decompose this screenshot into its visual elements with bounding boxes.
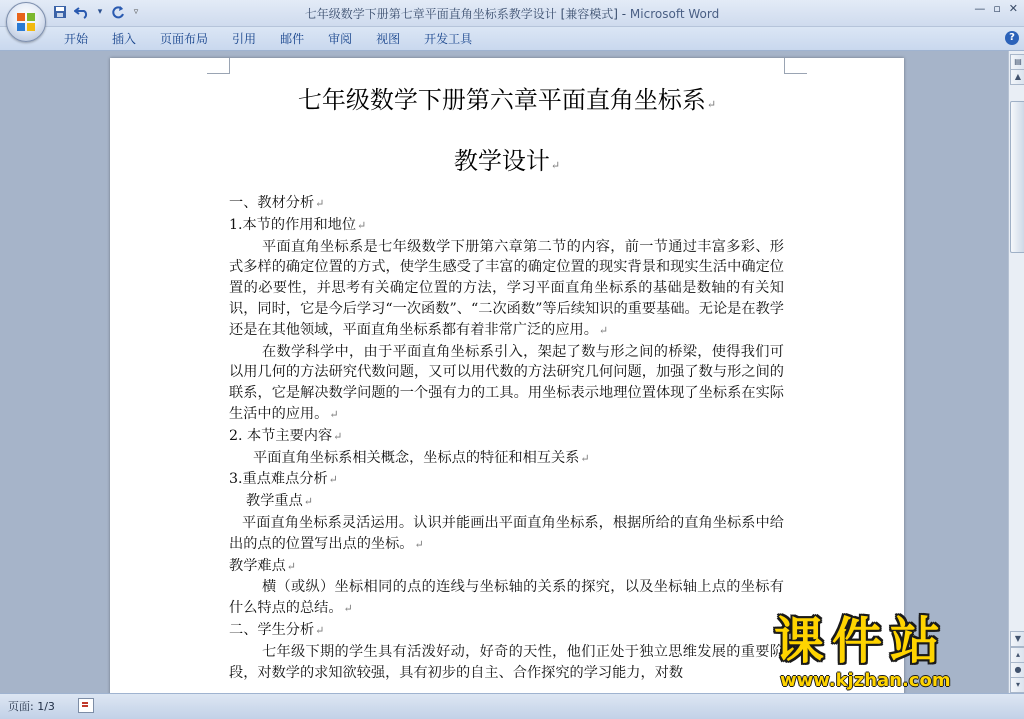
document-heading-line1 (110, 80, 904, 115)
browse-object-button[interactable]: ● (1010, 662, 1024, 678)
title-bar (0, 0, 1024, 27)
vertical-scrollbar[interactable] (1008, 51, 1024, 693)
tab-mailings[interactable]: 邮件 (280, 32, 305, 46)
watermark (770, 612, 1010, 692)
scroll-thumb[interactable] (1010, 101, 1024, 253)
watermark-logo-text: 课件站 (774, 612, 948, 670)
document-body (229, 193, 784, 683)
heading-text: 教学设计 (453, 147, 550, 175)
tab-references[interactable]: 引用 (232, 32, 257, 46)
tab-review[interactable]: 审阅 (328, 32, 353, 46)
subheading: 教学难点↵ (229, 557, 296, 574)
body-paragraph: 七年级下期的学生具有活泼好动，好奇的天性，他们正处于独立思维发展的重要阶段，对数学的求知欲较强，具有初步的自主、合作探究的学习能力，对数 (229, 643, 784, 681)
section-heading: 二、学生分析↵ (229, 621, 325, 638)
help-icon[interactable]: ? (1005, 31, 1019, 45)
ruler-toggle-icon[interactable]: ▤ (1010, 54, 1024, 70)
body-paragraph: 在数学科学中，由于平面直角坐标系引入，架起了数与形之间的桥梁，使得我们可以用几何的方法研究代数问题，又可以用代数的方法研究几何问题，加强了数与形之间的联系，它是解决数学问题的一个强有力的工具。用坐标表示地理位置体现了坐标系在实际生活中的应用。↵ (229, 343, 784, 422)
body-paragraph: 平面直角坐标系相关概念，坐标点的特征和相互关系↵ (253, 449, 590, 466)
page-count[interactable]: 页面: 1/3 (8, 700, 55, 713)
subsection-heading: 3.重点难点分析↵ (229, 471, 338, 488)
dropdown-icon[interactable]: ▾ (97, 7, 103, 17)
paragraph-mark: ↵ (706, 98, 717, 111)
body-paragraph: 平面直角坐标系灵活运用。认识并能画出平面直角坐标系，根据所给的直角坐标系中给出的点的位置写出点的坐标。↵ (229, 514, 784, 552)
tab-insert[interactable]: 插入 (112, 32, 137, 46)
status-bar (0, 693, 1024, 719)
previous-page-button[interactable]: ▴ (1010, 647, 1024, 663)
section-heading: 一、教材分析↵ (229, 195, 325, 211)
document-page[interactable] (110, 58, 904, 693)
app-name: Microsoft Word (629, 7, 720, 21)
paragraph-mark: ↵ (550, 159, 561, 172)
office-button[interactable] (6, 2, 46, 42)
watermark-url: www.kjzhan.com (780, 670, 951, 691)
document-title-text: 七年级数学下册第七章平面直角坐标系教学设计 [兼容模式] - (304, 7, 630, 21)
close-button[interactable]: ✕ (1008, 2, 1018, 15)
scroll-down-button[interactable]: ▼ (1010, 631, 1024, 647)
next-page-button[interactable]: ▾ (1010, 677, 1024, 693)
tab-view[interactable]: 视图 (376, 32, 401, 46)
document-heading-line2 (110, 141, 904, 176)
body-paragraph: 平面直角坐标系是七年级数学下册第六章第二节的内容，前一节通过丰富多彩、形式多样的确定位置的方式，使学生感受了丰富的确定位置的现实背景和现实生活中确定位置的必要性，并思考有关确定位置的方法，学习平面直角坐标系的基础是数轴的有关知识，同时，它是今后学习“一次函数”、“二次函数”等后续知识的重要基础。无论是在教学还是在其他领域，平面直角坐标系都有着非常广泛的应用。↵ (229, 238, 784, 338)
proofing-icon[interactable] (78, 698, 94, 713)
customize-qat-icon[interactable]: ▿ (133, 7, 139, 17)
heading-text: 七年级数学下册第六章平面直角坐标系 (297, 86, 706, 114)
window-controls (974, 2, 1018, 15)
restore-button[interactable]: ▫ (993, 2, 1001, 15)
ribbon-tab-bar (0, 27, 1024, 51)
subsection-heading: 2. 本节主要内容↵ (229, 427, 343, 444)
window-title (0, 5, 1024, 22)
minimize-button[interactable]: — (974, 2, 986, 15)
tab-home[interactable]: 开始 (64, 32, 89, 46)
ribbon-tabs (52, 31, 484, 47)
margin-corner-marker (207, 58, 230, 74)
subheading: 教学重点↵ (246, 493, 313, 510)
office-logo-icon (16, 12, 36, 32)
margin-corner-marker (784, 58, 807, 74)
document-workspace (0, 51, 1008, 693)
tab-page-layout[interactable]: 页面布局 (160, 32, 209, 46)
subsection-heading: 1.本节的作用和地位↵ (229, 216, 367, 233)
scroll-up-button[interactable]: ▲ (1010, 69, 1024, 85)
body-paragraph: 横（或纵）坐标相同的点的连线与坐标轴的关系的探究，以及坐标轴上点的坐标有什么特点的总结。↵ (229, 579, 784, 617)
tab-developer[interactable]: 开发工具 (424, 32, 473, 46)
